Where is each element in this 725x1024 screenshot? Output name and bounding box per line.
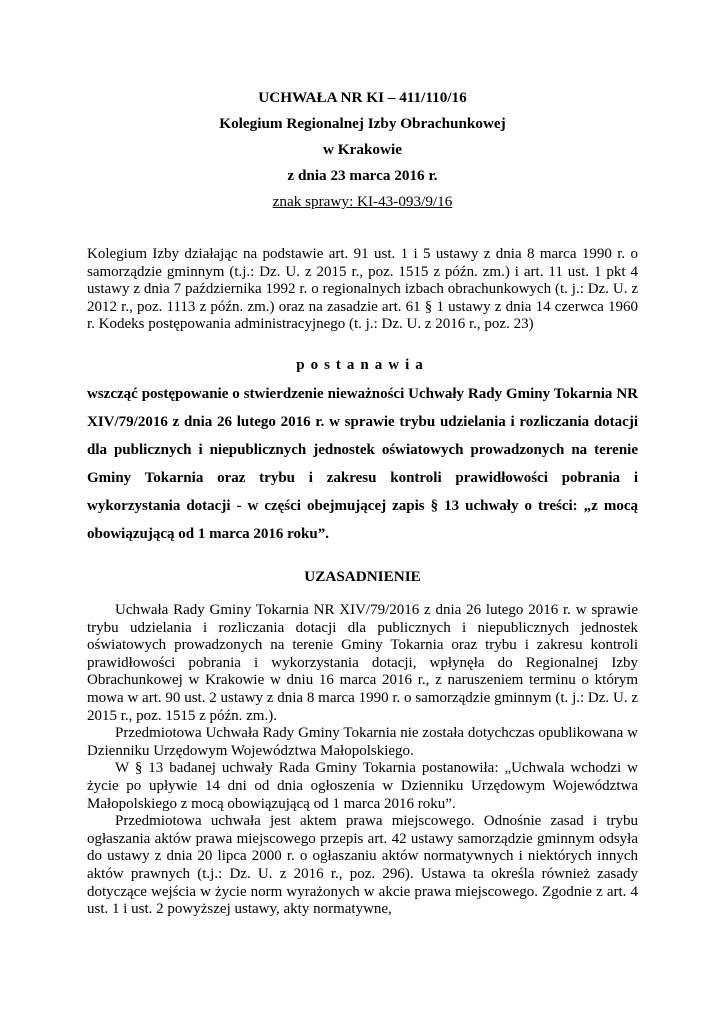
justification-heading: UZASADNIENIE (304, 568, 421, 585)
justification-paragraph: Przedmiotowa Uchwała Rady Gminy Tokarnia nie została dotychczas opublikowana w Dzienniku Urzędowym Województwa Małopolskiego. (87, 725, 638, 759)
justification-paragraph: Przedmiotowa uchwała jest aktem prawa miejscowego. Odnośnie zasad i trybu ogłaszania aktów prawa miejscowego przepis art. 42 ustawy samorządzie gminnym odsyła do ustawy z dnia 20 lipca 2000 r. o ogłaszaniu aktów normatywnych i niektórych innych aktów prawnych (t.j.: Dz. U. z 2016 r., poz. 296). Ustawa ta określa również zasady dotyczące wejścia w życie norm wyrażonych w akcie prawa miejscowego. Zgodnie z art. 4 ust. 1 i ust. 2 powyższej ustawy, akty normatywne, (87, 813, 638, 918)
legal-basis-paragraph: Kolegium Izby działając na podstawie art. 91 ust. 1 i 5 ustawy z dnia 8 marca 1990 r. o samorządzie gminnym (t.j.: Dz. U. z 2015 r., poz. 1515 z późn. zm.) i art. 11 ust. 1 pkt 4 ustawy z dnia 7 października 1992 r. o regionalnych izbach obrachunkowych (t. j.: Dz. U. z 2012 r., poz. 1113 z późn. zm.) oraz na zasadzie art. 61 § 1 ustawy z dnia 14 czerwca 1960 r. Kodeks postępowania administracyjnego (t. j.: Dz. U. z 2016 r., poz. 23) (87, 246, 638, 333)
justification-paragraph: W § 13 badanej uchwały Rada Gminy Tokarnia postanowiła: „Uchwala wchodzi w życie po upływie 14 dni od dnia ogłoszenia w Dzienniku Urzędowym Województwa Małopolskiego z mocą obowiązującą od 1 marca 2016 roku”. (87, 760, 638, 812)
justification-paragraph: Uchwała Rady Gminy Tokarnia NR XIV/79/2016 z dnia 26 lutego 2016 r. w sprawie trybu udzielania i rozliczania dotacji dla publicznych i niepublicznych jednostek oświatowych prowadzonych na terenie Gminy Tokarnia oraz trybu i zakresu kontroli prawidłowości pobrania i wykorzystania dotacji, wpłynęła do Regionalnej Izby Obrachunkowej w Krakowie w dniu 16 marca 2016 r., z naruszeniem terminu o którym mowa w art. 90 ust. 2 ustawy z dnia 8 marca 1990 r. o samorządzie gminnym (t. j.: Dz. U. z 2015 r., poz. 1515 z późn. zm.). (87, 602, 638, 724)
justification-body (87, 602, 638, 919)
resolution-date: z dnia 23 marca 2016 r. (287, 167, 438, 184)
issuer-city: w Krakowie (323, 141, 402, 158)
case-number: znak sprawy: KI-43-093/9/16 (272, 193, 453, 210)
decides-word: postanawia (296, 357, 429, 373)
issuer-name: Kolegium Regionalnej Izby Obrachunkowej (219, 115, 506, 132)
resolution-title: UCHWAŁA NR KI – 411/110/16 (258, 89, 467, 106)
decision-text: wszcząć postępowanie o stwierdzenie nieważności Uchwały Rady Gminy Tokarnia NR XIV/79/2016 z dnia 26 lutego 2016 r. w sprawie trybu udzielania i rozliczania dotacji dla publicznych i niepublicznych jednostek oświatowych prowadzonych na terenie Gminy Tokarnia oraz trybu i zakresu kontroli prawidłowości pobrania i wykorzystania dotacji - w części obejmującej zapis § 13 uchwały o treści: „z mocą obowiązującą od 1 marca 2016 roku”. (87, 386, 638, 542)
document-header (0, 85, 725, 215)
